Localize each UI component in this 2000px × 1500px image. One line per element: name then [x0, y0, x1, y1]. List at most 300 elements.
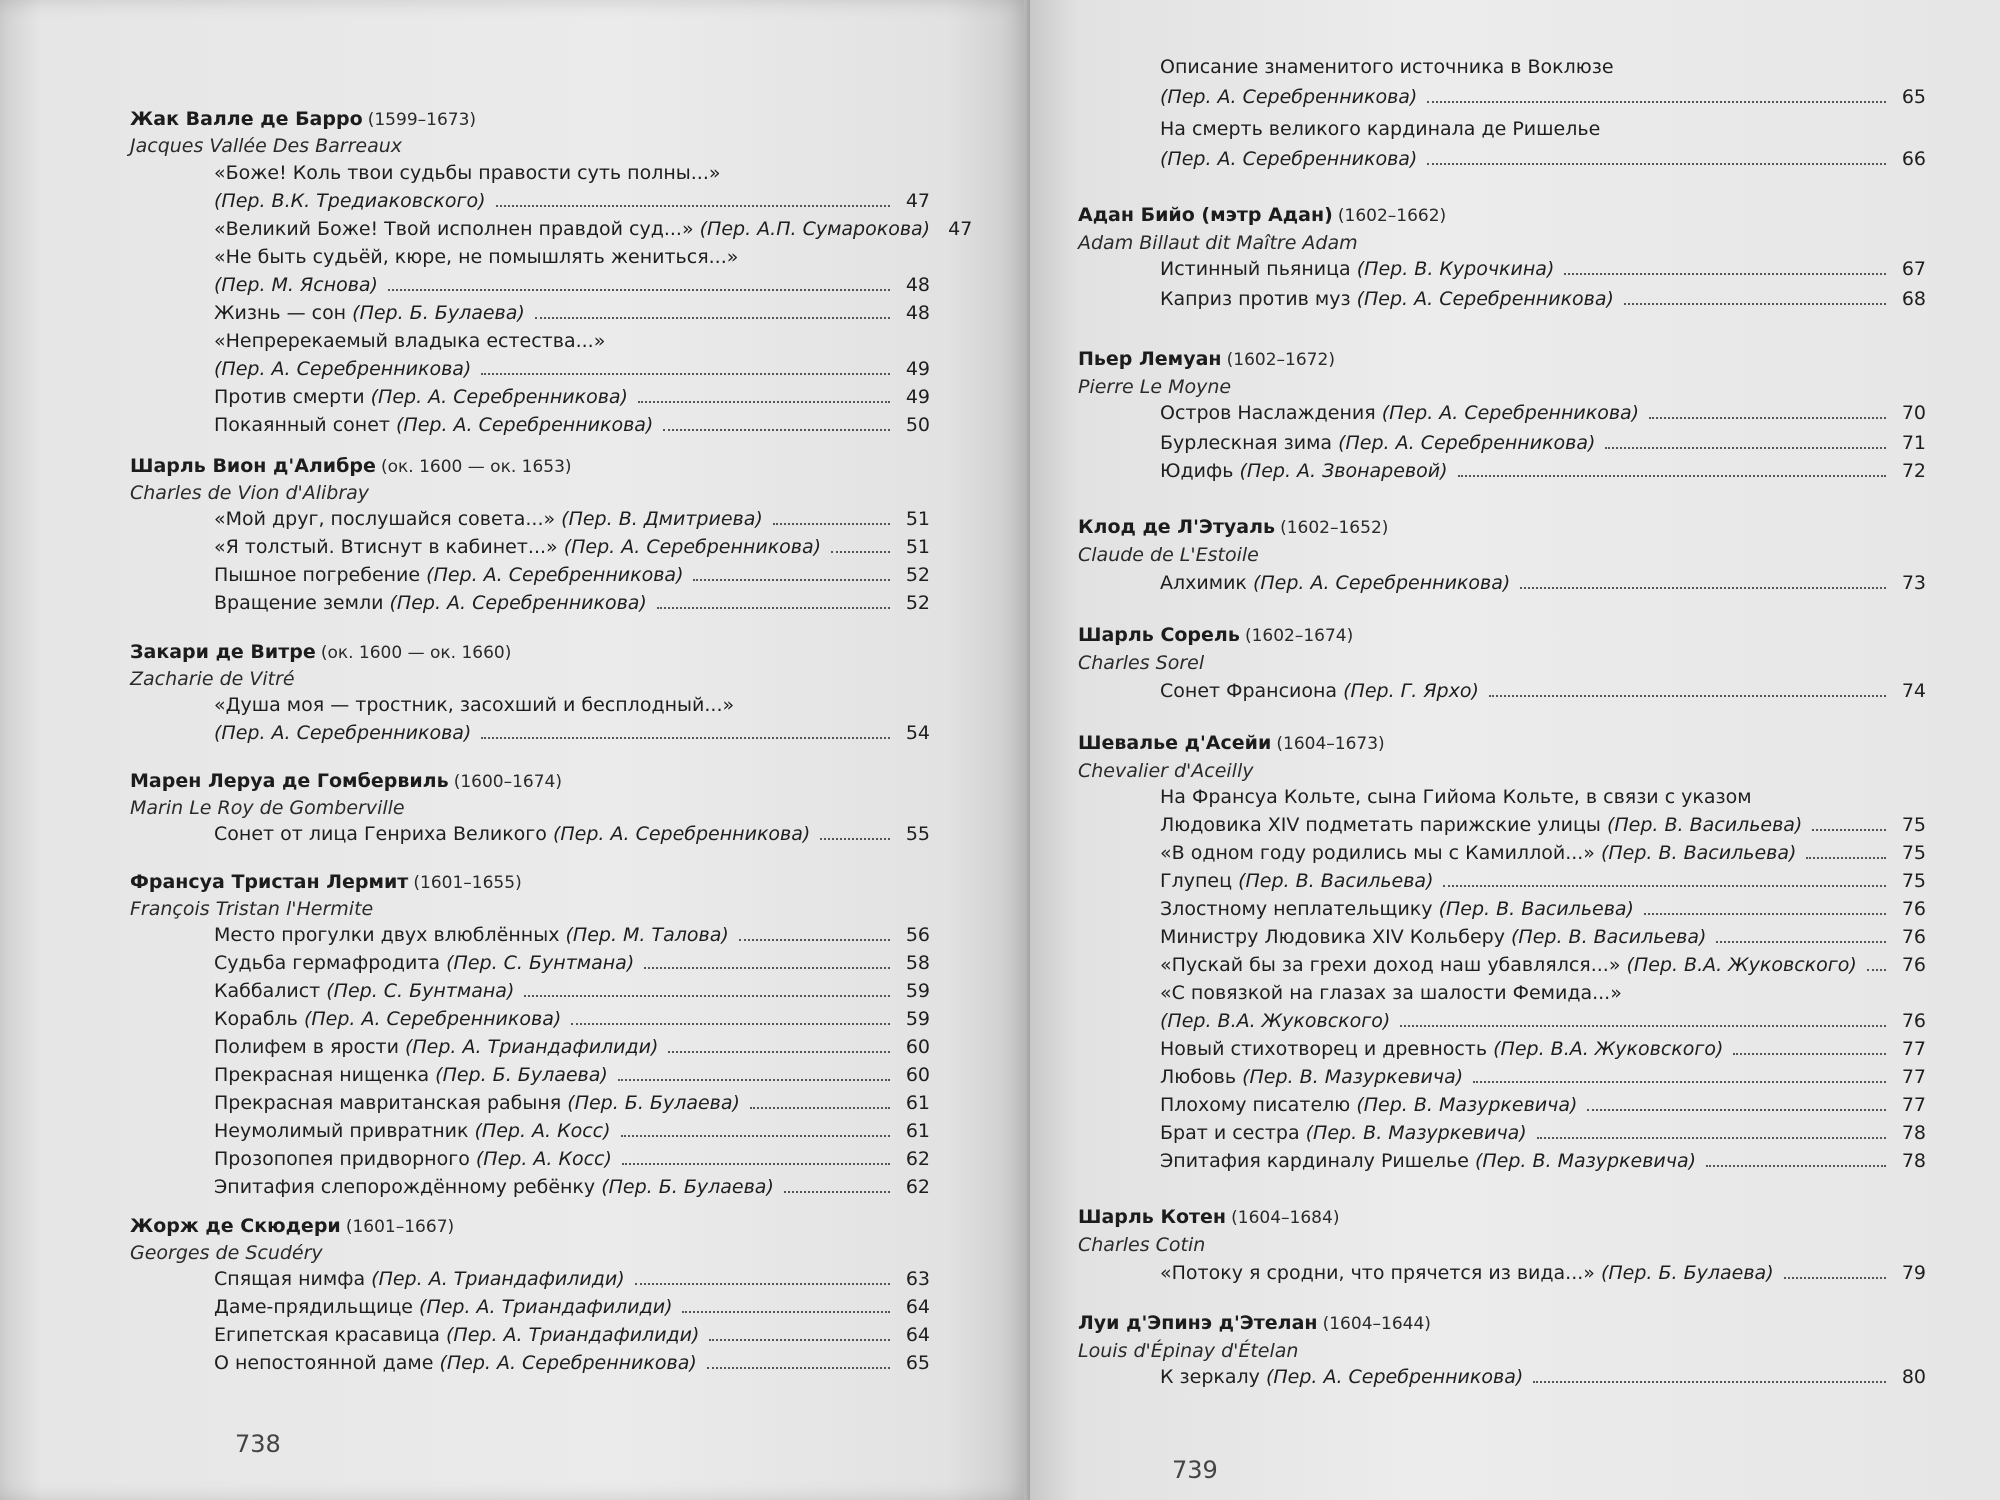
entry-text — [1160, 680, 1479, 702]
author-original-name: François Tristan l'Hermite — [130, 898, 374, 920]
entry-translator: (Пер. А. Серебренникова) — [1160, 86, 1418, 108]
entry-page-number: 76 — [1901, 954, 1926, 976]
entry-translator: (Пер. В. Курочкина) — [1356, 258, 1555, 280]
entry-translator: (Пер. В. Дмитриева) — [561, 508, 763, 530]
dot-leader — [638, 401, 890, 403]
entry-text — [1160, 258, 1554, 280]
author-original-name: Adam Billaut dit Maître Adam — [1078, 232, 1358, 254]
author-heading — [130, 641, 511, 663]
entry-text — [214, 1352, 697, 1374]
author-name: Жак Валле де Барро — [130, 108, 363, 130]
author-dates: (1604–1644) — [1322, 1314, 1431, 1334]
entry-translator: (Пер. В. Мазуркевича) — [1242, 1066, 1464, 1088]
entry-page-number: 59 — [905, 1008, 930, 1030]
author-dates: (1601–1667) — [345, 1217, 455, 1237]
dot-leader — [571, 1023, 890, 1025]
entry-translator: (Пер. А.П. Сумарокова) — [699, 218, 931, 240]
entry-page-number: 52 — [905, 564, 930, 586]
toc-entry[interactable] — [214, 823, 930, 845]
entry-translator: (Пер. А. Серебренникова) — [370, 386, 628, 408]
entry-page-number: 77 — [1901, 1066, 1926, 1088]
entry-text — [214, 386, 628, 408]
dot-leader — [1812, 829, 1886, 831]
entry-text — [1160, 898, 1634, 920]
toc-entry[interactable] — [1160, 898, 1926, 920]
author-dates: (ок. 1600 — ок. 1660) — [320, 643, 512, 663]
entry-page-number: 75 — [1901, 814, 1926, 836]
author-heading — [130, 770, 562, 792]
author-original-name: Louis d'Épinay d'Ételan — [1078, 1340, 1299, 1362]
dot-leader — [535, 317, 890, 319]
author-heading — [1078, 1312, 1431, 1334]
dot-leader — [496, 205, 890, 207]
entry-text — [214, 1324, 699, 1346]
author-dates: (1602–1672) — [1226, 350, 1335, 370]
entry-page-number: 70 — [1901, 402, 1926, 424]
entry-title: Истинный пьяница — [1160, 258, 1351, 280]
author-name: Адан Бийо (мэтр Адан) — [1078, 204, 1333, 226]
entry-title: Пышное погребение — [214, 564, 421, 586]
dot-leader — [1587, 1109, 1886, 1111]
toc-entry[interactable] — [214, 1120, 930, 1142]
entry-page-number: 67 — [1901, 258, 1926, 280]
entry-title: Даме-прядильщице — [214, 1296, 413, 1318]
entry-page-number: 66 — [1901, 148, 1926, 170]
dot-leader — [709, 1339, 890, 1341]
toc-entry[interactable] — [214, 1268, 930, 1290]
entry-title: Людовика XIV подметать парижские улицы — [1160, 814, 1601, 836]
entry-page-number: 64 — [905, 1296, 930, 1318]
toc-entry[interactable] — [1160, 402, 1926, 424]
dot-leader — [1489, 695, 1886, 697]
toc-entry[interactable] — [1160, 1366, 1926, 1388]
page-number-left: 738 — [235, 1430, 281, 1458]
toc-entry[interactable] — [1160, 680, 1926, 702]
entry-translator: (Пер. В. Васильева) — [1606, 814, 1803, 836]
author-original-name: Claude de L'Estoile — [1078, 544, 1259, 566]
entry-text — [1160, 870, 1433, 892]
entry-page-number: 80 — [1901, 1366, 1926, 1388]
toc-entry[interactable] — [214, 190, 930, 212]
entry-title: Брат и сестра — [1160, 1122, 1300, 1144]
entry-title: Описание знаменитого источника в Воклюзе — [1160, 56, 1614, 78]
toc-entry[interactable] — [214, 952, 930, 974]
entry-translator: (Пер. А. Серебренникова) — [303, 1008, 562, 1030]
entry-text — [1160, 1122, 1527, 1144]
entry-title: «С повязкой на глазах за шалости Фемида...» — [1160, 982, 1622, 1004]
toc-entry-title-line — [214, 330, 605, 352]
entry-title: К зеркалу — [1160, 1366, 1260, 1388]
author-original-name: Zacharie de Vitré — [130, 668, 295, 690]
dot-leader — [693, 579, 890, 581]
entry-page-number: 62 — [905, 1176, 930, 1198]
toc-entry[interactable] — [214, 414, 930, 436]
entry-page-number: 61 — [905, 1120, 930, 1142]
entry-page-number: 48 — [905, 302, 930, 324]
entry-text — [214, 274, 378, 296]
entry-text — [214, 414, 653, 436]
toc-entry[interactable] — [214, 536, 930, 558]
entry-text — [214, 722, 471, 744]
entry-text — [214, 1296, 672, 1318]
author-original-name: Georges de Scudéry — [130, 1242, 323, 1264]
entry-translator: (Пер. А. Серебренникова) — [1252, 572, 1511, 594]
toc-entry[interactable] — [1160, 1010, 1926, 1032]
entry-translator: (Пер. В. Васильева) — [1438, 898, 1634, 920]
entry-translator: (Пер. В. Васильева) — [1238, 870, 1434, 892]
toc-entry[interactable] — [1160, 572, 1926, 594]
toc-entry[interactable] — [1160, 1122, 1926, 1144]
toc-entry[interactable] — [214, 218, 973, 240]
entry-text — [214, 1036, 658, 1058]
toc-entry[interactable] — [1160, 432, 1926, 454]
entry-text — [1160, 926, 1706, 948]
entry-title: Против смерти — [214, 386, 365, 408]
entry-page-number: 65 — [1901, 86, 1926, 108]
entry-translator: (Пер. В.А. Жуковского) — [1160, 1010, 1391, 1032]
entry-page-number: 51 — [905, 536, 930, 558]
toc-entry[interactable] — [214, 508, 930, 530]
entry-page-number: 78 — [1901, 1122, 1926, 1144]
entry-page-number: 71 — [1901, 432, 1926, 454]
toc-entry-title-line — [1160, 56, 1614, 78]
entry-title: Остров Наслаждения — [1160, 402, 1376, 424]
dot-leader — [784, 1191, 890, 1193]
author-heading — [1078, 204, 1446, 226]
toc-entry[interactable] — [1160, 1094, 1926, 1116]
entry-page-number: 63 — [905, 1268, 930, 1290]
toc-entry[interactable] — [1160, 1262, 1926, 1284]
entry-title: Жизнь — сон — [214, 302, 347, 324]
entry-translator: (Пер. А. Серебренникова) — [1160, 148, 1418, 170]
entry-title: Прозопопея придворного — [214, 1148, 470, 1170]
dot-leader — [644, 967, 890, 969]
entry-title: «Не быть судьёй, кюре, не помышлять жениться...» — [214, 246, 739, 268]
author-dates: (ок. 1600 — ок. 1653) — [380, 457, 572, 477]
toc-entry-title-line — [1160, 982, 1622, 1004]
entry-translator: (Пер. В. Васильева) — [1600, 842, 1797, 864]
entry-page-number: 60 — [905, 1036, 930, 1058]
toc-entry[interactable] — [1160, 460, 1926, 482]
dot-leader — [388, 289, 890, 291]
toc-entry[interactable] — [1160, 148, 1926, 170]
entry-title: «Пускай бы за грехи доход наш убавлялся...» — [1160, 954, 1621, 976]
entry-page-number: 59 — [905, 980, 930, 1002]
entry-text — [1160, 1150, 1696, 1172]
entry-title: Плохому писателю — [1160, 1094, 1351, 1116]
entry-page-number: 76 — [1901, 1010, 1926, 1032]
entry-title: «Я толстый. Втиснут в кабинет...» — [214, 536, 558, 558]
dot-leader — [1458, 475, 1886, 477]
entry-translator: (Пер. А. Серебренникова) — [214, 722, 472, 744]
dot-leader — [1716, 941, 1886, 943]
entry-title: Эпитафия кардиналу Ришелье — [1160, 1150, 1469, 1172]
toc-entry[interactable] — [1160, 870, 1926, 892]
entry-page-number: 64 — [905, 1324, 930, 1346]
entry-text — [1160, 1066, 1463, 1088]
entry-title: На смерть великого кардинала де Ришелье — [1160, 118, 1601, 140]
entry-text — [1160, 1010, 1390, 1032]
entry-translator: (Пер. Г. Ярхо) — [1343, 680, 1479, 702]
entry-text — [1160, 432, 1595, 454]
author-dates: (1599–1673) — [367, 110, 477, 130]
author-heading — [1078, 516, 1388, 538]
entry-translator: (Пер. А. Серебренникова) — [1356, 288, 1614, 310]
toc-entry[interactable] — [1160, 1038, 1926, 1060]
entry-page-number: 52 — [905, 592, 930, 614]
dot-leader — [1427, 163, 1886, 165]
toc-entry[interactable] — [1160, 86, 1926, 108]
entry-title: Новый стихотворец и древность — [1160, 1038, 1488, 1060]
entry-translator: (Пер. В. Мазуркевича) — [1474, 1150, 1697, 1172]
entry-text — [1160, 288, 1614, 310]
entry-title: Полифем в ярости — [214, 1036, 399, 1058]
toc-entry[interactable] — [214, 592, 930, 614]
author-original-name: Charles de Vion d'Alibray — [130, 482, 370, 504]
entry-title: Глупец — [1160, 870, 1233, 892]
entry-translator: (Пер. Б. Булаева) — [1600, 1262, 1774, 1284]
entry-title: Каббалист — [214, 980, 321, 1002]
entry-text — [214, 1268, 625, 1290]
author-original-name: Chevalier d'Aceilly — [1078, 760, 1254, 782]
dot-leader — [481, 373, 890, 375]
toc-entry-title-line — [214, 246, 738, 268]
entry-page-number: 60 — [905, 1064, 930, 1086]
entry-page-number: 74 — [1901, 680, 1926, 702]
entry-page-number: 73 — [1901, 572, 1926, 594]
entry-text — [1160, 842, 1796, 864]
entry-text — [214, 1008, 561, 1030]
entry-text — [1160, 148, 1417, 170]
entry-translator: (Пер. А. Серебренникова) — [396, 414, 654, 436]
dot-leader — [635, 1283, 890, 1285]
entry-title: Любовь — [1160, 1066, 1237, 1088]
entry-translator: (Пер. В.А. Жуковского) — [1626, 954, 1857, 976]
entry-page-number: 72 — [1901, 460, 1926, 482]
author-dates: (1602–1662) — [1337, 206, 1447, 226]
dot-leader — [1784, 1277, 1886, 1279]
entry-page-number: 47 — [948, 218, 973, 240]
entry-title: Спящая нимфа — [214, 1268, 366, 1290]
entry-page-number: 48 — [905, 274, 930, 296]
entry-title: Прекрасная нищенка — [214, 1064, 430, 1086]
toc-entry[interactable] — [214, 1036, 930, 1058]
toc-entry[interactable] — [1160, 842, 1926, 864]
author-name: Луи д'Эпинэ д'Этелан — [1078, 1312, 1318, 1334]
toc-entry[interactable] — [214, 1148, 930, 1170]
dot-leader — [1473, 1081, 1886, 1083]
entry-text — [1160, 1262, 1774, 1284]
toc-entry[interactable] — [214, 980, 930, 1002]
toc-entry[interactable] — [214, 722, 930, 744]
entry-page-number: 54 — [905, 722, 930, 744]
toc-entry[interactable] — [214, 358, 930, 380]
entry-title: Эпитафия слепорождённому ребёнку — [214, 1176, 596, 1198]
toc-entry[interactable] — [1160, 258, 1926, 280]
entry-translator: (Пер. А. Триандафилиди) — [404, 1036, 659, 1058]
entry-title: Прекрасная мавританская рабыня — [214, 1092, 562, 1114]
dot-leader — [657, 607, 890, 609]
entry-translator: (Пер. А. Серебренникова) — [214, 358, 472, 380]
dot-leader — [1537, 1137, 1886, 1139]
toc-entry[interactable] — [214, 386, 930, 408]
toc-entry[interactable] — [214, 924, 930, 946]
author-heading — [1078, 624, 1353, 646]
entry-title: Неумолимый привратник — [214, 1120, 469, 1142]
author-heading — [1078, 348, 1335, 370]
dot-leader — [621, 1135, 890, 1137]
toc-entry-title-line — [214, 694, 734, 716]
entry-title: Бурлескная зима — [1160, 432, 1333, 454]
entry-text — [1160, 954, 1857, 976]
dot-leader — [739, 939, 890, 941]
entry-translator: (Пер. А. Серебренникова) — [1338, 432, 1596, 454]
author-name: Шарль Котен — [1078, 1206, 1227, 1228]
author-heading — [1078, 1206, 1339, 1228]
entry-text — [1160, 86, 1417, 108]
dot-leader — [1733, 1053, 1886, 1055]
entry-translator: (Пер. А. Серебренникова) — [552, 823, 811, 845]
dot-leader — [773, 523, 890, 525]
dot-leader — [1649, 417, 1886, 419]
dot-leader — [1427, 101, 1886, 103]
author-heading — [130, 1215, 454, 1237]
entry-title: Покаянный сонет — [214, 414, 390, 436]
toc-entry[interactable] — [214, 1296, 930, 1318]
entry-translator: (Пер. С. Бунтмана) — [446, 952, 635, 974]
entry-page-number: 75 — [1901, 870, 1926, 892]
author-name: Шарль Сорель — [1078, 624, 1240, 646]
toc-entry[interactable] — [1160, 954, 1926, 976]
entry-page-number: 76 — [1901, 926, 1926, 948]
toc-entry[interactable] — [214, 1008, 930, 1030]
entry-translator: (Пер. В. Васильева) — [1511, 926, 1707, 948]
entry-translator: (Пер. А. Триандафилиди) — [371, 1268, 625, 1290]
dot-leader — [682, 1311, 890, 1313]
entry-text — [1160, 1038, 1723, 1060]
dot-leader — [1867, 969, 1886, 971]
entry-text — [214, 190, 486, 212]
dot-leader — [1624, 303, 1886, 305]
author-original-name: Marin Le Roy de Gomberville — [130, 797, 405, 819]
entry-text — [214, 536, 821, 558]
toc-entry[interactable] — [1160, 1150, 1926, 1172]
entry-text — [214, 592, 647, 614]
entry-page-number: 65 — [905, 1352, 930, 1374]
entry-page-number: 79 — [1901, 1262, 1926, 1284]
entry-page-number: 47 — [905, 190, 930, 212]
author-name: Марен Леруа де Гомбервиль — [130, 770, 449, 792]
toc-entry-title-line — [1160, 786, 1752, 808]
toc-entry[interactable] — [1160, 1066, 1926, 1088]
entry-page-number: 49 — [905, 358, 930, 380]
author-heading — [130, 108, 476, 130]
entry-title: «Потоку я сродни, что прячется из вида...» — [1160, 1262, 1595, 1284]
dot-leader — [668, 1051, 890, 1053]
dot-leader — [750, 1107, 890, 1109]
entry-page-number: 68 — [1901, 288, 1926, 310]
toc-entry[interactable] — [214, 1352, 930, 1374]
entry-text — [214, 1064, 608, 1086]
entry-title: «Боже! Коль твои судьбы правости суть полны...» — [214, 162, 721, 184]
toc-entry[interactable] — [214, 274, 930, 296]
entry-title: Сонет Франсиона — [1160, 680, 1338, 702]
entry-translator: (Пер. Б. Булаева) — [601, 1176, 774, 1198]
entry-page-number: 62 — [905, 1148, 930, 1170]
author-name: Шарль Вион д'Алибре — [130, 455, 376, 477]
toc-entry[interactable] — [214, 1092, 930, 1114]
toc-entry[interactable] — [214, 302, 930, 324]
entry-translator: (Пер. М. Яснова) — [214, 274, 378, 296]
dot-leader — [707, 1367, 890, 1369]
entry-text — [214, 1176, 774, 1198]
dot-leader — [1533, 1381, 1886, 1383]
entry-title: «Великий Боже! Твой исполнен правдой суд...» — [214, 218, 694, 240]
dot-leader — [1644, 913, 1886, 915]
entry-title: Злостному неплательщику — [1160, 898, 1433, 920]
entry-title: Юдифь — [1160, 460, 1234, 482]
author-original-name: Pierre Le Moyne — [1078, 376, 1232, 398]
entry-text — [1160, 572, 1510, 594]
entry-text — [214, 1120, 611, 1142]
toc-entry[interactable] — [214, 1064, 930, 1086]
entry-text — [214, 980, 514, 1002]
dot-leader — [1706, 1165, 1886, 1167]
author-dates: (1602–1652) — [1280, 518, 1389, 538]
toc-entry[interactable] — [1160, 288, 1926, 310]
entry-text — [214, 302, 525, 324]
entry-title: Алхимик — [1160, 572, 1247, 594]
dot-leader — [481, 737, 890, 739]
author-name: Шевалье д'Асейи — [1078, 732, 1272, 754]
toc-entry[interactable] — [1160, 926, 1926, 948]
entry-translator: (Пер. А. Серебренникова) — [563, 536, 822, 558]
entry-text — [1160, 460, 1448, 482]
entry-text — [1160, 1366, 1523, 1388]
dot-leader — [1520, 587, 1886, 589]
toc-entry[interactable] — [214, 1324, 930, 1346]
entry-page-number: 58 — [905, 952, 930, 974]
entry-title: «В одном году родились мы с Камиллой...» — [1160, 842, 1595, 864]
author-original-name: Charles Cotin — [1078, 1234, 1206, 1256]
entry-text — [214, 823, 810, 845]
dot-leader — [1400, 1025, 1886, 1027]
author-dates: (1604–1673) — [1276, 734, 1385, 754]
entry-translator: (Пер. Б. Булаева) — [435, 1064, 608, 1086]
entry-title: Вращение земли — [214, 592, 384, 614]
entry-translator: (Пер. Б. Булаева) — [567, 1092, 740, 1114]
entry-text — [214, 924, 729, 946]
dot-leader — [524, 995, 890, 997]
entry-text — [214, 564, 683, 586]
entry-title: Корабль — [214, 1008, 298, 1030]
author-heading — [130, 871, 522, 893]
entry-translator: (Пер. В.К. Тредиаковского) — [214, 190, 486, 212]
toc-entry[interactable] — [214, 564, 930, 586]
toc-entry-title-line — [1160, 118, 1600, 140]
dot-leader — [1443, 885, 1886, 887]
entry-page-number: 49 — [905, 386, 930, 408]
author-name: Жорж де Скюдери — [130, 1215, 341, 1237]
entry-page-number: 77 — [1901, 1094, 1926, 1116]
dot-leader — [820, 838, 890, 840]
toc-entry[interactable] — [214, 1176, 930, 1198]
entry-text — [214, 358, 471, 380]
entry-page-number: 61 — [905, 1092, 930, 1114]
entry-translator: (Пер. А. Косс) — [475, 1148, 612, 1170]
toc-entry[interactable] — [1160, 814, 1926, 836]
entry-translator: (Пер. Б. Булаева) — [352, 302, 525, 324]
